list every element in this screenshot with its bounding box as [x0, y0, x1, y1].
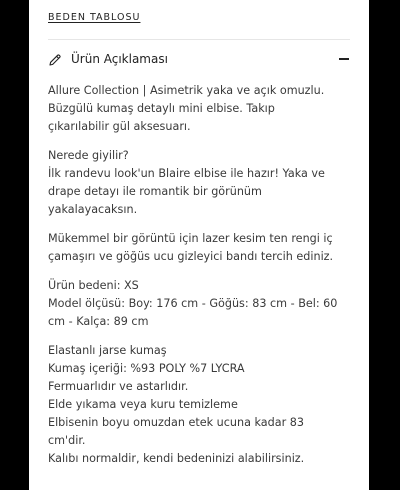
text-line: Fermuarlıdır ve astarlıdır. [48, 380, 189, 393]
text-line: Allure Collection | Asimetrik yaka ve açık omuzlu. [48, 84, 325, 97]
description-intro [48, 82, 364, 136]
text-line: Model ölçüsü: Boy: 176 cm - Göğüs: 83 cm - Bel: 60 [48, 297, 338, 310]
product-description-accordion-header[interactable] [48, 46, 350, 72]
text-line: drape detayı ile romantik bir görünüm [48, 185, 262, 198]
minus-icon[interactable] [339, 58, 349, 60]
text-line: Elbisenin boyu omuzdan etek ucuna kadar 83 [48, 416, 304, 429]
product-detail-panel [29, 0, 369, 490]
text-line: cm - Kalça: 89 cm [48, 315, 149, 328]
description-fabric-info [48, 342, 364, 468]
description-where-to-wear [48, 147, 364, 219]
text-line: cm'dir. [48, 434, 86, 447]
text-line: Kalıbı normaldir, kendi bedeninizi alabilirsiniz. [48, 452, 305, 465]
pencil-icon [48, 52, 62, 66]
text-line: Büzgülü kumaş detaylı mini elbise. Takıp [48, 102, 275, 115]
text-line: Elastanlı jarse kumaş [48, 344, 167, 357]
text-line: Elde yıkama veya kuru temizleme [48, 398, 238, 411]
size-table-link[interactable]: BEDEN TABLOSU [48, 12, 141, 23]
description-recommendation [48, 230, 364, 266]
description-model-info [48, 277, 364, 331]
section-divider [48, 39, 350, 40]
text-line: Kumaş içeriği: %93 POLY %7 LYCRA [48, 362, 245, 375]
accordion-title: Ürün Açıklaması [71, 52, 168, 66]
text-line: Nerede giyilir? [48, 149, 129, 162]
text-line: yakalayacaksın. [48, 203, 138, 216]
text-line: Mükemmel bir görüntü için lazer kesim ten rengi iç [48, 232, 333, 245]
text-line: İlk randevu look'un Blaire elbise ile hazır! Yaka ve [48, 167, 325, 180]
product-description-content [48, 82, 364, 479]
text-line: Ürün bedeni: XS [48, 279, 139, 292]
text-line: çıkarılabilir gül aksesuarı. [48, 120, 191, 133]
text-line: çamaşırı ve göğüs ucu gizleyici bandı tercih ediniz. [48, 250, 334, 263]
